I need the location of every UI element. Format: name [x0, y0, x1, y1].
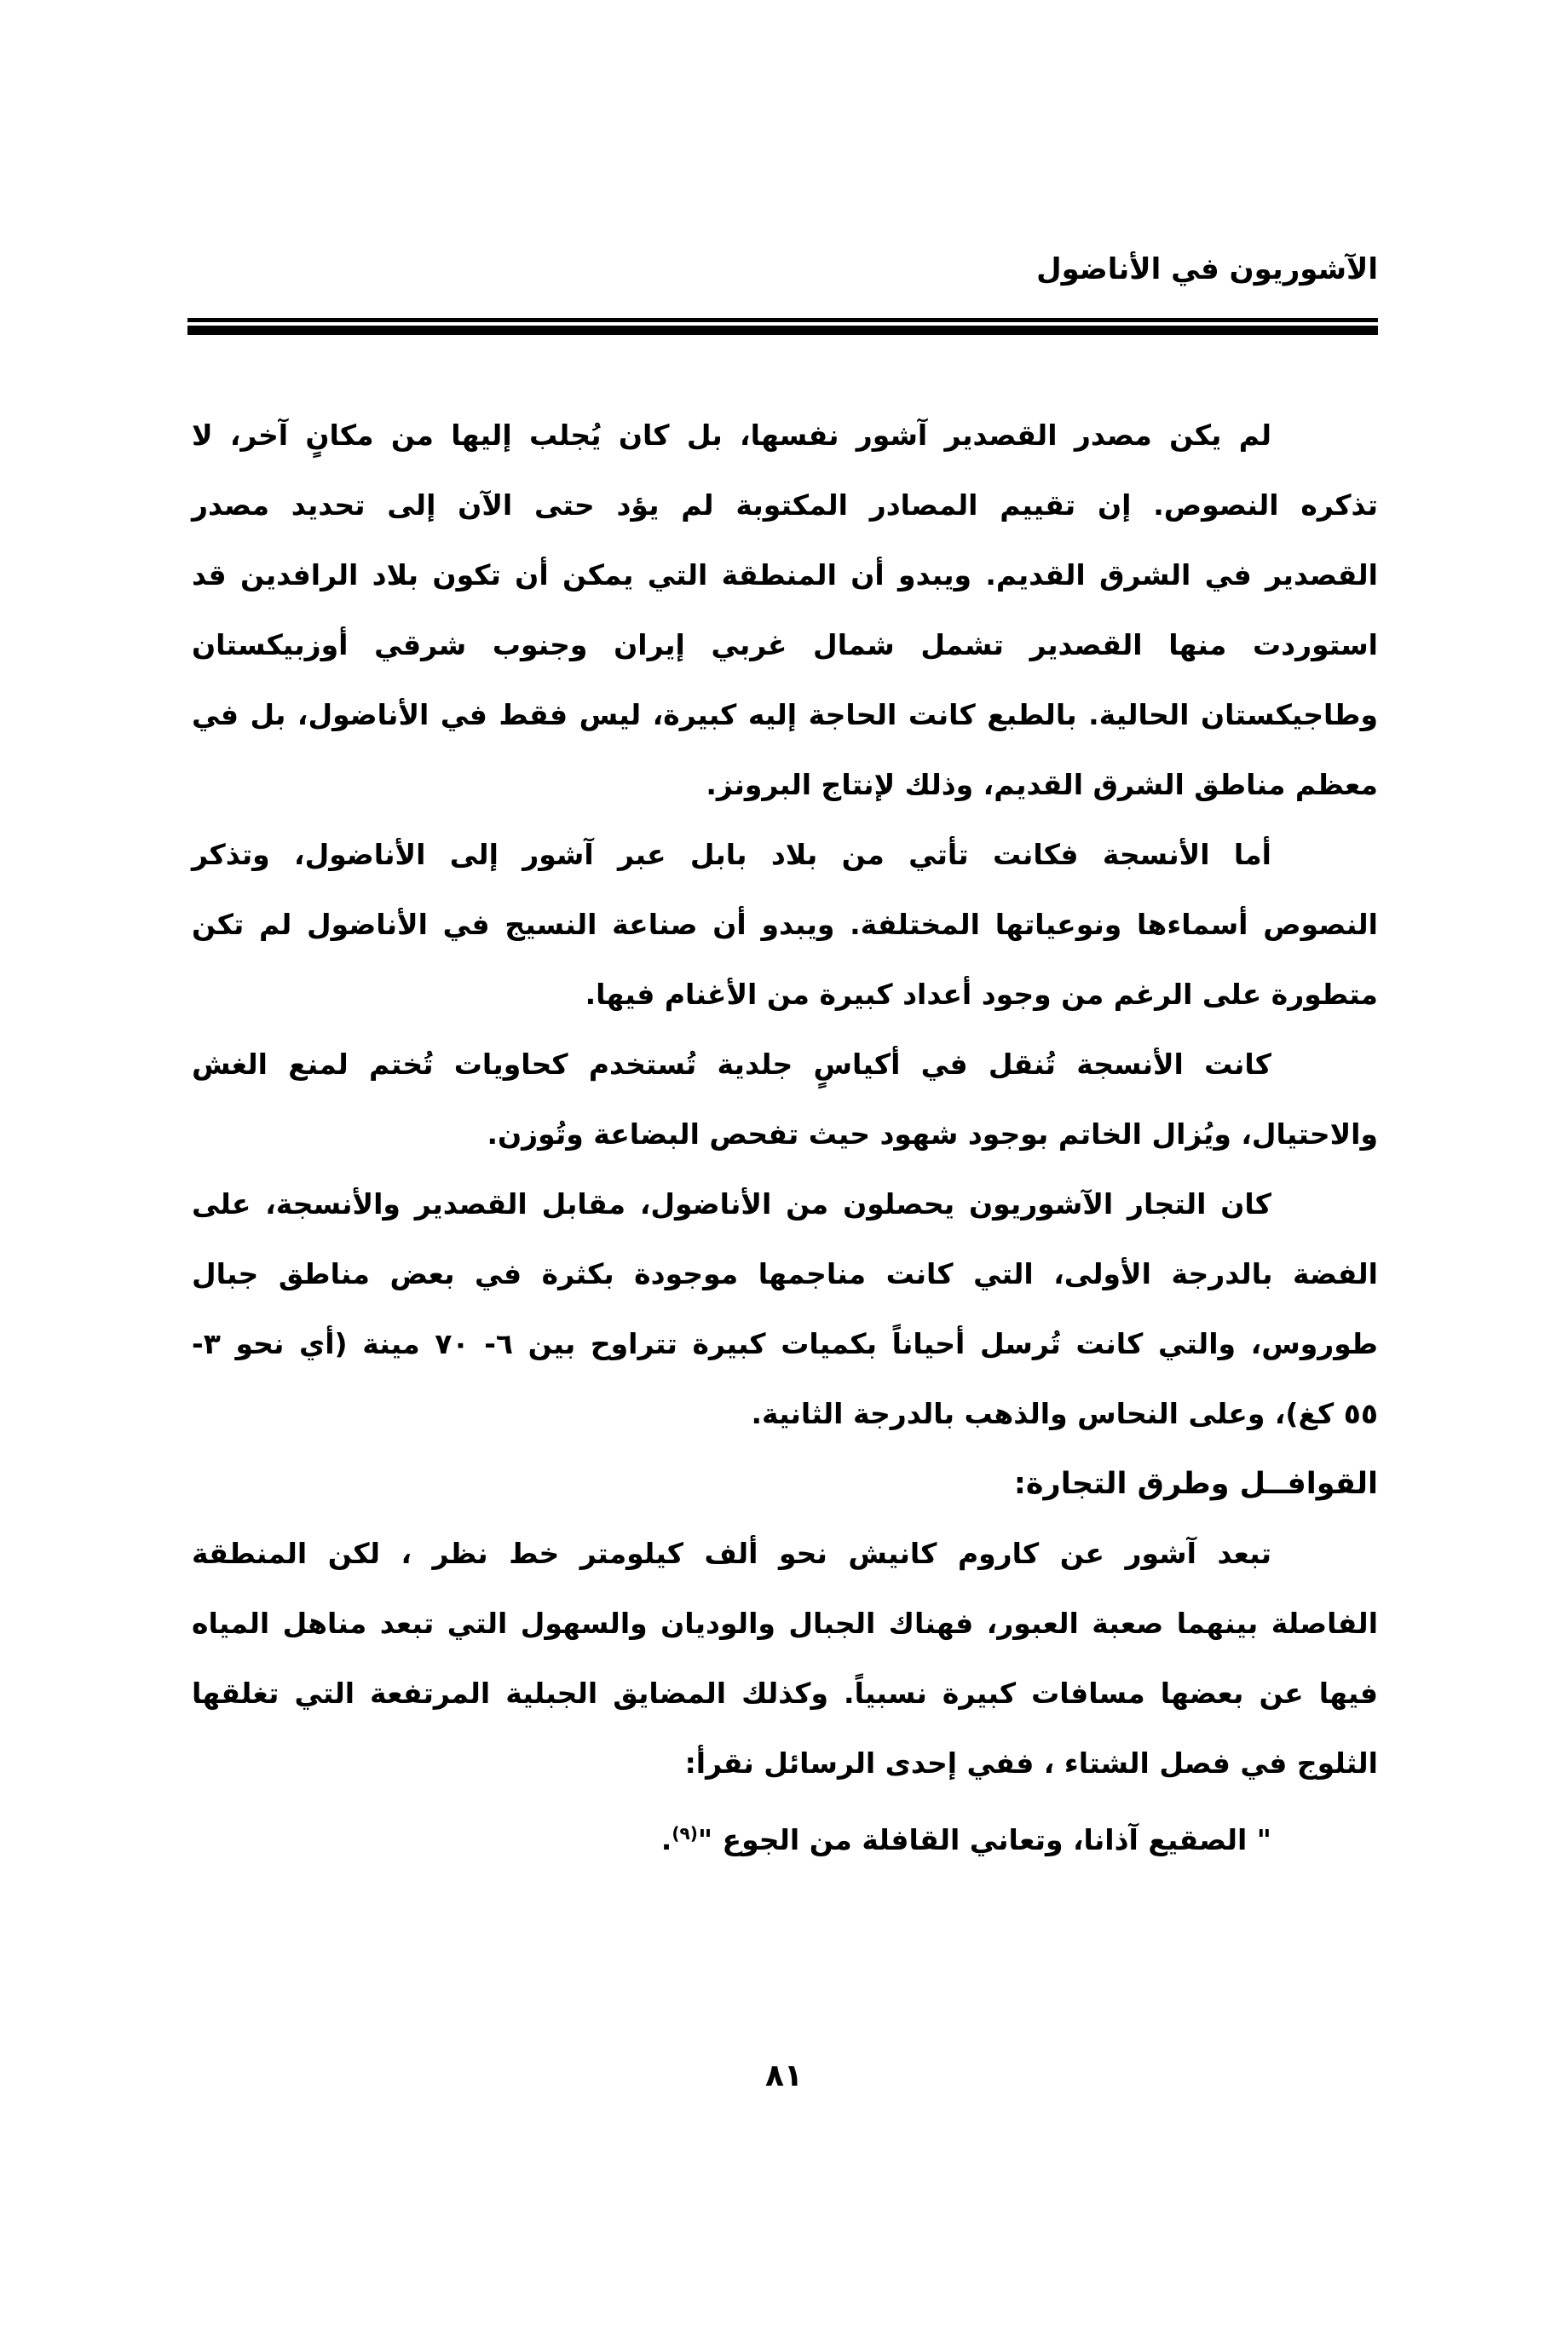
text-line: معظم مناطق الشرق القديم، وذلك لإنتاج البرونز. — [706, 768, 1378, 801]
text-line: والاحتيال، ويُزال الخاتم بوجود شهود حيث تفحص البضاعة وتُوزن. — [487, 1117, 1378, 1151]
text-line: القصدير في الشرق القديم. ويبدو أن المنطقة التي يمكن أن تكون بلاد الرافدين قد — [192, 558, 1378, 592]
text-line: النصوص أسماءها ونوعياتها المختلفة. ويبدو أن صناعة النسيج في الأناضول لم تكن — [192, 908, 1378, 941]
quote-end: . — [660, 1823, 672, 1856]
text-line: فيها عن بعضها مسافات كبيرة نسبياً. وكذلك المضايق الجبلية المرتفعة التي تغلقها — [192, 1677, 1378, 1710]
paragraph-5 — [192, 1519, 1378, 1798]
text-line: كانت الأنسجة تُنقل في أكياسٍ جلدية تُستخدم كحاويات تُختم لمنع الغش — [192, 1048, 1271, 1081]
paragraph-2 — [192, 820, 1378, 1030]
block-quote — [192, 1798, 1378, 1868]
header-rule-thin — [187, 318, 1378, 322]
paragraph-4 — [192, 1169, 1378, 1449]
running-head: الآشوريون في الأناضول — [1036, 252, 1378, 286]
text-line: وطاجيكستان الحالية. بالطبع كانت الحاجة إليه كبيرة، ليس فقط في الأناضول، بل في — [192, 698, 1378, 731]
section-heading: القوافــل وطرق التجارة: — [1013, 1467, 1378, 1501]
text-line: تذكره النصوص. إن تقييم المصادر المكتوبة لم يؤد حتى الآن إلى تحديد مصدر — [192, 488, 1378, 522]
text-line: لم يكن مصدر القصدير آشور نفسها، بل كان يُجلب إليها من مكانٍ آخر، لا — [192, 418, 1271, 452]
text-line: استوردت منها القصدير تشمل شمال غربي إيران وجنوب شرقي أوزبيكستان — [192, 628, 1378, 661]
body-text — [192, 401, 1378, 1868]
text-line: ٥٥ كغ)، وعلى النحاس والذهب بالدرجة الثانية. — [751, 1397, 1378, 1430]
page-number: ٨١ — [765, 2058, 803, 2093]
text-line: كان التجار الآشوريون يحصلون من الأناضول، مقابل القصدير والأنسجة، على — [192, 1187, 1271, 1221]
paragraph-1 — [192, 401, 1378, 820]
text-line: الثلوج في فصل الشتاء ، ففي إحدى الرسائل نقرأ: — [684, 1746, 1378, 1780]
quote-text: " الصقيع آذانا، وتعاني القافلة من الجوع " — [697, 1823, 1271, 1856]
footnote-ref: (٩) — [672, 1823, 698, 1844]
text-line: تبعد آشور عن كاروم كانيش نحو ألف كيلومتر خط نظر ، لكن المنطقة — [192, 1537, 1271, 1570]
text-line: طوروس، والتي كانت تُرسل أحياناً بكميات كبيرة تتراوح بين ٦- ٧٠ مينة (أي نحو ٣- — [192, 1327, 1379, 1360]
text-line: الفاصلة بينهما صعبة العبور، فهناك الجبال والوديان والسهول التي تبعد مناهل المياه — [192, 1607, 1378, 1640]
header-rule-thick — [187, 326, 1378, 335]
text-line: الفضة بالدرجة الأولى، التي كانت مناجمها موجودة بكثرة في بعض مناطق جبال — [192, 1257, 1378, 1290]
paragraph-3 — [192, 1030, 1378, 1169]
text-line: أما الأنسجة فكانت تأتي من بلاد بابل عبر آشور إلى الأناضول، وتذكر — [192, 838, 1271, 871]
text-line: متطورة على الرغم من وجود أعداد كبيرة من الأغنام فيها. — [585, 978, 1378, 1011]
